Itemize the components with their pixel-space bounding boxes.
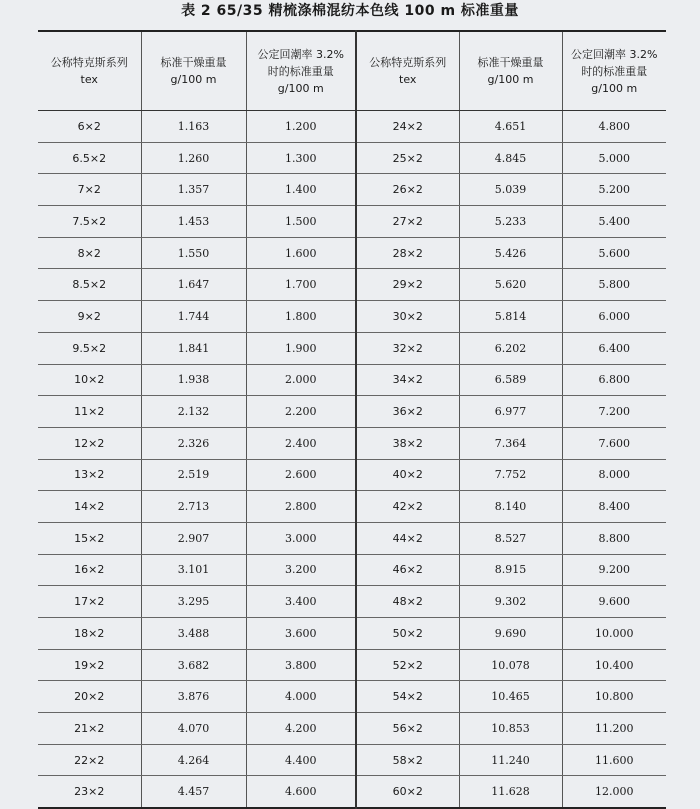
cell-conditioned-weight: 3.000 — [246, 522, 356, 554]
cell-nominal-tex: 30×2 — [356, 301, 459, 333]
cell-dry-weight: 5.426 — [459, 237, 562, 269]
cell-dry-weight: 1.163 — [141, 111, 246, 143]
cell-nominal-tex: 6×2 — [38, 111, 141, 143]
cell-conditioned-weight: 1.200 — [246, 111, 356, 143]
header-line: 标准干燥重量 — [477, 56, 544, 69]
cell-conditioned-weight: 1.400 — [246, 174, 356, 206]
cell-nominal-tex: 56×2 — [356, 713, 459, 745]
header-nominal-tex — [38, 31, 141, 111]
table-row — [38, 776, 666, 808]
cell-conditioned-weight: 1.600 — [246, 237, 356, 269]
cell-conditioned-weight: 4.000 — [246, 681, 356, 713]
cell-dry-weight: 1.841 — [141, 332, 246, 364]
cell-nominal-tex: 29×2 — [356, 269, 459, 301]
header-conditioned-weight — [246, 31, 356, 111]
header-unit: g/100 m — [277, 81, 324, 95]
cell-nominal-tex: 52×2 — [356, 649, 459, 681]
cell-conditioned-weight: 5.200 — [562, 174, 666, 206]
cell-nominal-tex: 46×2 — [356, 554, 459, 586]
cell-nominal-tex: 32×2 — [356, 332, 459, 364]
cell-conditioned-weight: 9.600 — [562, 586, 666, 618]
header-unit: g/100 m — [591, 81, 638, 95]
cell-conditioned-weight: 10.000 — [562, 618, 666, 650]
cell-conditioned-weight: 11.200 — [562, 713, 666, 745]
cell-nominal-tex: 24×2 — [356, 111, 459, 143]
cell-conditioned-weight: 2.200 — [246, 396, 356, 428]
cell-conditioned-weight: 3.600 — [246, 618, 356, 650]
cell-conditioned-weight: 1.300 — [246, 142, 356, 174]
cell-dry-weight: 3.101 — [141, 554, 246, 586]
cell-conditioned-weight: 5.000 — [562, 142, 666, 174]
cell-dry-weight: 6.202 — [459, 332, 562, 364]
cell-dry-weight: 6.589 — [459, 364, 562, 396]
cell-nominal-tex: 13×2 — [38, 459, 141, 491]
table-row — [38, 713, 666, 745]
table-row — [38, 332, 666, 364]
cell-dry-weight: 1.647 — [141, 269, 246, 301]
cell-conditioned-weight: 3.800 — [246, 649, 356, 681]
table-row — [38, 269, 666, 301]
cell-dry-weight: 5.814 — [459, 301, 562, 333]
table-row — [38, 522, 666, 554]
cell-conditioned-weight: 6.400 — [562, 332, 666, 364]
cell-nominal-tex: 50×2 — [356, 618, 459, 650]
cell-conditioned-weight: 1.900 — [246, 332, 356, 364]
cell-nominal-tex: 10×2 — [38, 364, 141, 396]
cell-nominal-tex: 18×2 — [38, 618, 141, 650]
cell-nominal-tex: 21×2 — [38, 713, 141, 745]
header-line: 公称特克斯系列 — [369, 56, 447, 69]
cell-dry-weight: 1.453 — [141, 206, 246, 238]
cell-conditioned-weight: 9.200 — [562, 554, 666, 586]
table-row — [38, 174, 666, 206]
table-row — [38, 237, 666, 269]
cell-conditioned-weight: 1.800 — [246, 301, 356, 333]
cell-dry-weight: 9.302 — [459, 586, 562, 618]
header-unit: tex — [399, 73, 417, 86]
cell-dry-weight: 8.915 — [459, 554, 562, 586]
header-conditioned-weight — [562, 31, 666, 111]
cell-conditioned-weight: 5.600 — [562, 237, 666, 269]
header-line: 公定回潮率 3.2% — [257, 47, 344, 61]
cell-conditioned-weight: 10.400 — [562, 649, 666, 681]
cell-nominal-tex: 16×2 — [38, 554, 141, 586]
table-row — [38, 111, 666, 143]
cell-nominal-tex: 9×2 — [38, 301, 141, 333]
cell-dry-weight: 9.690 — [459, 618, 562, 650]
cell-conditioned-weight: 2.000 — [246, 364, 356, 396]
cell-conditioned-weight: 3.400 — [246, 586, 356, 618]
cell-conditioned-weight: 5.800 — [562, 269, 666, 301]
cell-conditioned-weight: 3.200 — [246, 554, 356, 586]
cell-nominal-tex: 15×2 — [38, 522, 141, 554]
table-row — [38, 301, 666, 333]
cell-conditioned-weight: 8.800 — [562, 522, 666, 554]
cell-dry-weight: 1.744 — [141, 301, 246, 333]
cell-conditioned-weight: 8.400 — [562, 491, 666, 523]
cell-conditioned-weight: 2.400 — [246, 427, 356, 459]
cell-conditioned-weight: 7.600 — [562, 427, 666, 459]
cell-conditioned-weight: 7.200 — [562, 396, 666, 428]
cell-nominal-tex: 34×2 — [356, 364, 459, 396]
cell-nominal-tex: 58×2 — [356, 744, 459, 776]
table-row — [38, 396, 666, 428]
table-caption: 表 2 65/35 精梳涤棉混纺本色线 100 m 标准重量 — [181, 3, 519, 19]
cell-nominal-tex: 14×2 — [38, 491, 141, 523]
cell-nominal-tex: 8×2 — [38, 237, 141, 269]
cell-dry-weight: 7.752 — [459, 459, 562, 491]
cell-nominal-tex: 40×2 — [356, 459, 459, 491]
cell-dry-weight: 2.132 — [141, 396, 246, 428]
cell-nominal-tex: 60×2 — [356, 776, 459, 808]
header-line: 时的标准重量 — [267, 64, 334, 78]
cell-dry-weight: 4.264 — [141, 744, 246, 776]
cell-nominal-tex: 26×2 — [356, 174, 459, 206]
cell-nominal-tex: 44×2 — [356, 522, 459, 554]
table-row — [38, 142, 666, 174]
cell-conditioned-weight: 4.400 — [246, 744, 356, 776]
cell-dry-weight: 6.977 — [459, 396, 562, 428]
cell-dry-weight: 10.078 — [459, 649, 562, 681]
header-dry-weight — [459, 31, 562, 111]
cell-dry-weight: 11.628 — [459, 776, 562, 808]
cell-conditioned-weight: 10.800 — [562, 681, 666, 713]
cell-dry-weight: 1.550 — [141, 237, 246, 269]
table-row — [38, 491, 666, 523]
cell-conditioned-weight: 4.800 — [562, 111, 666, 143]
cell-dry-weight: 8.140 — [459, 491, 562, 523]
table-row — [38, 554, 666, 586]
cell-dry-weight: 7.364 — [459, 427, 562, 459]
table-row — [38, 649, 666, 681]
cell-dry-weight: 1.260 — [141, 142, 246, 174]
cell-nominal-tex: 27×2 — [356, 206, 459, 238]
header-dry-weight — [141, 31, 246, 111]
cell-dry-weight: 2.326 — [141, 427, 246, 459]
cell-nominal-tex: 23×2 — [38, 776, 141, 808]
cell-conditioned-weight: 11.600 — [562, 744, 666, 776]
header-unit: g/100 m — [170, 73, 217, 86]
header-row — [38, 31, 666, 111]
cell-nominal-tex: 48×2 — [356, 586, 459, 618]
table-body — [38, 111, 666, 809]
cell-nominal-tex: 12×2 — [38, 427, 141, 459]
cell-nominal-tex: 36×2 — [356, 396, 459, 428]
cell-conditioned-weight: 2.600 — [246, 459, 356, 491]
cell-conditioned-weight: 2.800 — [246, 491, 356, 523]
cell-dry-weight: 4.845 — [459, 142, 562, 174]
cell-dry-weight: 5.039 — [459, 174, 562, 206]
header-unit: g/100 m — [487, 73, 534, 86]
cell-dry-weight: 5.620 — [459, 269, 562, 301]
table-row — [38, 364, 666, 396]
cell-nominal-tex: 9.5×2 — [38, 332, 141, 364]
header-unit: tex — [80, 73, 98, 86]
cell-nominal-tex: 20×2 — [38, 681, 141, 713]
cell-dry-weight: 3.876 — [141, 681, 246, 713]
cell-conditioned-weight: 12.000 — [562, 776, 666, 808]
cell-dry-weight: 3.682 — [141, 649, 246, 681]
cell-dry-weight: 1.357 — [141, 174, 246, 206]
cell-dry-weight: 4.651 — [459, 111, 562, 143]
header-nominal-tex — [356, 31, 459, 111]
cell-dry-weight: 10.853 — [459, 713, 562, 745]
cell-dry-weight: 1.938 — [141, 364, 246, 396]
cell-conditioned-weight: 8.000 — [562, 459, 666, 491]
cell-nominal-tex: 11×2 — [38, 396, 141, 428]
table-row — [38, 459, 666, 491]
cell-dry-weight: 4.070 — [141, 713, 246, 745]
table-row — [38, 206, 666, 238]
cell-nominal-tex: 7×2 — [38, 174, 141, 206]
cell-nominal-tex: 7.5×2 — [38, 206, 141, 238]
cell-nominal-tex: 25×2 — [356, 142, 459, 174]
cell-conditioned-weight: 1.500 — [246, 206, 356, 238]
cell-dry-weight: 2.907 — [141, 522, 246, 554]
cell-dry-weight: 3.295 — [141, 586, 246, 618]
cell-dry-weight: 2.713 — [141, 491, 246, 523]
cell-dry-weight: 11.240 — [459, 744, 562, 776]
cell-nominal-tex: 28×2 — [356, 237, 459, 269]
table-row — [38, 681, 666, 713]
cell-conditioned-weight: 1.700 — [246, 269, 356, 301]
cell-nominal-tex: 22×2 — [38, 744, 141, 776]
header-line: 标准干燥重量 — [160, 56, 227, 69]
cell-conditioned-weight: 6.000 — [562, 301, 666, 333]
table-row — [38, 618, 666, 650]
cell-conditioned-weight: 4.200 — [246, 713, 356, 745]
cell-conditioned-weight: 6.800 — [562, 364, 666, 396]
cell-dry-weight: 3.488 — [141, 618, 246, 650]
cell-nominal-tex: 38×2 — [356, 427, 459, 459]
cell-nominal-tex: 42×2 — [356, 491, 459, 523]
cell-nominal-tex: 19×2 — [38, 649, 141, 681]
cell-dry-weight: 8.527 — [459, 522, 562, 554]
table-row — [38, 744, 666, 776]
cell-conditioned-weight: 5.400 — [562, 206, 666, 238]
cell-dry-weight: 4.457 — [141, 776, 246, 808]
standard-weight-table — [38, 30, 666, 809]
table-row — [38, 427, 666, 459]
cell-dry-weight: 10.465 — [459, 681, 562, 713]
cell-nominal-tex: 17×2 — [38, 586, 141, 618]
header-line: 时的标准重量 — [581, 64, 648, 78]
cell-nominal-tex: 8.5×2 — [38, 269, 141, 301]
table-row — [38, 586, 666, 618]
header-line: 公定回潮率 3.2% — [571, 47, 658, 61]
cell-nominal-tex: 6.5×2 — [38, 142, 141, 174]
header-line: 公称特克斯系列 — [50, 56, 128, 69]
cell-conditioned-weight: 4.600 — [246, 776, 356, 808]
cell-nominal-tex: 54×2 — [356, 681, 459, 713]
cell-dry-weight: 2.519 — [141, 459, 246, 491]
cell-dry-weight: 5.233 — [459, 206, 562, 238]
